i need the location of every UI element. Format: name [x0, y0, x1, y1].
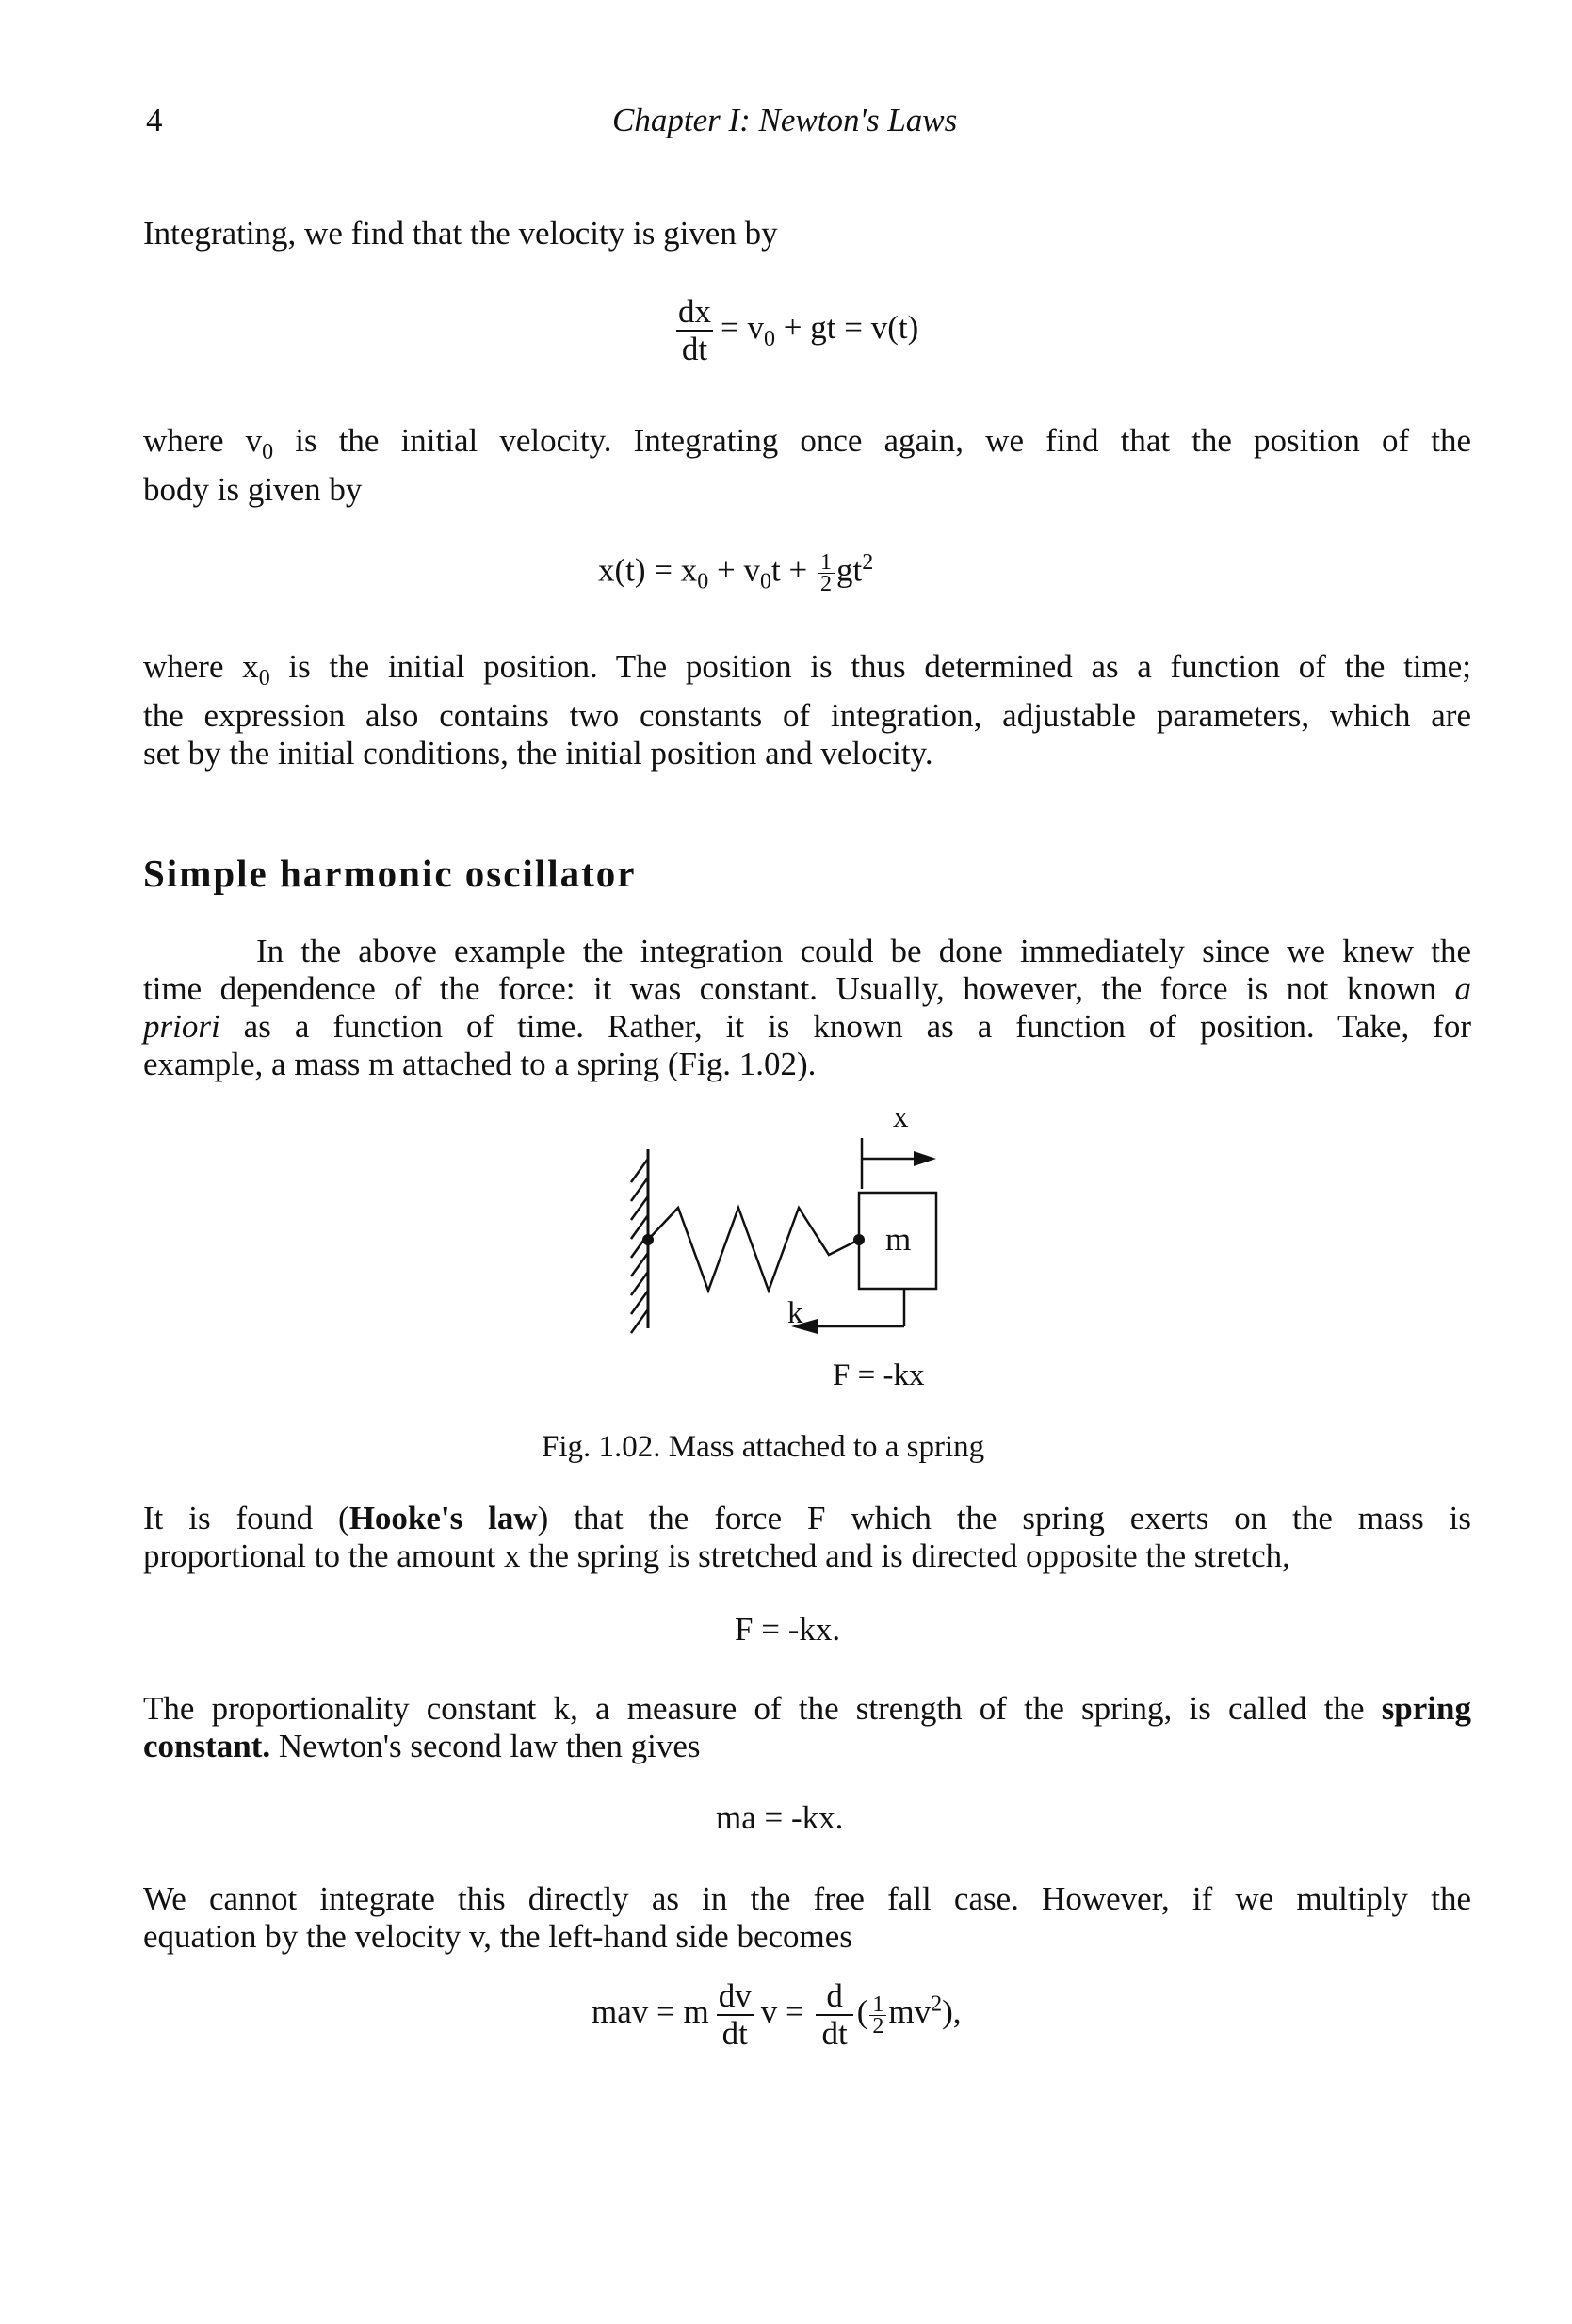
spring-coil — [648, 1208, 859, 1291]
paragraph-spring-constant — [143, 1690, 1471, 1765]
numerator: dx — [678, 293, 711, 330]
equation-position: $x(t) = x_0 + v_0t$ + $\frac{1}{2}$ $gt^2$ — [598, 550, 874, 597]
text-line: example, a mass m attached to a spring (Fig. 1.02). — [143, 1046, 817, 1082]
x-arrow-head — [914, 1151, 936, 1166]
text-line: The proportionality constant k, a measure of the strength of the spring, is called the spring — [143, 1690, 1471, 1727]
text-line: proportional to the amount x the spring is stretched and is directed opposite the stretch, — [143, 1537, 1290, 1574]
paragraph-initial-velocity — [143, 422, 1471, 509]
text-line: equation by the velocity v, the left-hand side becomes — [143, 1918, 852, 1955]
figure-spring-mass — [603, 1102, 1017, 1413]
fraction-dx-dt — [673, 294, 717, 367]
fraction-half: $\frac{1}{2}$ — [818, 552, 835, 594]
eq-text: + gt = v(t) — [775, 309, 919, 347]
page-number: 4 — [146, 102, 163, 138]
running-title: Chapter I: Newton's Laws — [612, 102, 958, 138]
force-label: F = -kx — [833, 1358, 925, 1392]
spring-diagram — [603, 1102, 1017, 1413]
text-line: the expression also contains two constants of integration, adjustable parameters, which are — [143, 697, 1471, 734]
text-line: We cannot integrate this directly as in the free fall case. However, if we multiply the — [143, 1880, 1471, 1917]
denominator: dt — [676, 330, 713, 367]
text-line: In the above example the integration could be done immediately since we knew the — [256, 933, 1471, 969]
fraction-half: $\frac{1}{2}$ — [869, 1994, 886, 2037]
figure-caption: Fig. 1.02. Mass attached to a spring — [542, 1430, 985, 1464]
text-line: set by the initial conditions, the initial position and velocity. — [143, 735, 933, 772]
paragraph-multiply-velocity — [143, 1880, 1471, 1956]
x-label: x — [893, 1100, 909, 1134]
text-line: constant. Newton's second law then gives — [143, 1728, 701, 1764]
equation-hooke: F = -kx. — [735, 1611, 841, 1648]
spring-constant-label: k — [787, 1296, 803, 1330]
section-heading: Simple harmonic oscillator — [143, 852, 637, 895]
text-line: time dependence of the force: it was constant. Usually, however, the force is not known a — [143, 970, 1471, 1007]
text-line: where $v_0$ is the initial velocity. Integrating once again, we find that the position of the — [143, 422, 1471, 464]
text-line: It is found (Hooke's law) that the force F which the spring exerts on the mass is — [143, 1500, 1471, 1536]
paragraph-hookes-law — [143, 1500, 1471, 1575]
text-line: body is given by — [143, 471, 363, 508]
text-line: priori as a function of time. Rather, it is known as a function of position. Take, for — [143, 1008, 1471, 1045]
paragraph-initial-position — [143, 648, 1471, 772]
fraction-dv-dt: $\frac{dv}{dt}$ — [713, 1978, 757, 2052]
intro-text: Integrating, we find that the velocity is given by — [143, 215, 778, 252]
eq-text: = v — [721, 309, 764, 347]
fraction-d-dt: $\frac{d}{dt}$ — [816, 1978, 852, 2052]
paragraph-oscillator-intro — [143, 933, 1471, 1083]
equation-velocity — [669, 294, 918, 367]
text-line: where $x_0$ is the initial position. The position is thus determined as a function of the time; — [143, 648, 1471, 691]
equation-newton-second-law: ma = -kx. — [716, 1799, 844, 1836]
mass-label: m — [885, 1221, 912, 1258]
wall-hatching — [631, 1159, 648, 1333]
subscript: 0 — [764, 327, 775, 352]
equation-energy: mav = m $\frac{dv}{dt}$ v = $\frac{d}{dt}$ ( $\frac{1}{2}$ $mv^2$), — [592, 1977, 962, 2052]
